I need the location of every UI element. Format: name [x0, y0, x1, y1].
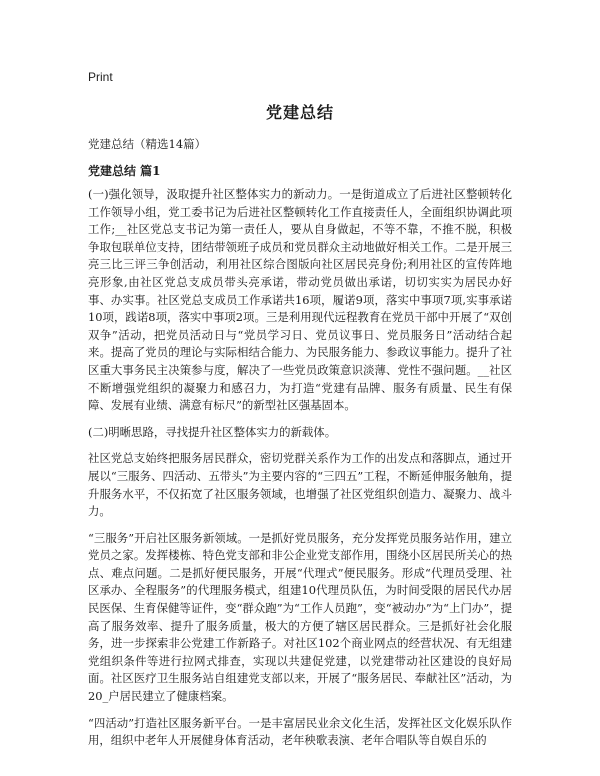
document-body	[88, 186, 512, 759]
print-link[interactable]: Print	[88, 70, 113, 84]
paragraph: “三服务”开启社区服务新领域。一是抓好党员服务，充分发挥党员服务站作用，建立党员之家。发挥楼栋、特色党支部和非公企业党支部作用，围绕小区居民所关心的热点、难点问题。二是抓好便民服务，开展“代理式”便民服务。形成“代理员受理、社区承办、全程服务”的代理服务模式，组建10代理员队伍，为时间受限的居民代办居民医保、生育保健等证件，变“群众跑”为“工作人员跑”，变“被动办”为“上门办”，提高了服务效率、提升了服务质量，极大的方便了辖区居民群众。三是抓好社会化服务，进一步探索非公党建工作新路子。对社区102个商业网点的经营状况、有无组建党组织条件等进行拉网式排查，实现以共建促党建，以党建带动社区建设的良好局面。社区医疗卫生服务站自组建党支部以来，开展了“服务居民、奉献社区”活动，为20_户居民建立了健康档案。	[88, 530, 512, 704]
document-title: 党建总结	[265, 103, 334, 122]
paragraph: “四活动”打造社区服务新平台。一是丰富居民业余文化生活，发挥社区文化娱乐队作用，组织中老年人开展健身体育活动，老年秧歌表演、老年合唱队等自娱自乐的	[88, 715, 512, 748]
paragraph: (二)明晰思路，寻找提升社区整体实力的新载体。	[88, 424, 337, 439]
paragraph: 社区党总支始终把服务居民群众，密切党群关系作为工作的出发点和落脚点，通过开展以“三服务、四活动、五带头”为主要内容的“三四五”工程，不断延伸服务触角，提升服务水平，不仅拓宽了社区服务领域，也增强了社区党组织创造力、凝聚力、战斗力。	[88, 451, 512, 519]
document-subtitle: 党建总结（精选14篇）	[88, 137, 207, 151]
paragraph: (一)强化领导，汲取提升社区整体实力的新动力。一是街道成立了后进社区整顿转化工作领导小组，党工委书记为后进社区整顿转化工作直接责任人，全面组织协调此项工作;__社区党总支书记为第一责任人，要从自身做起，不等不靠，不推不脱，积极争取包联单位支持，团结带领班子成员和党员群众主动地做好相关工作。二是开展三亮三比三评三争创活动，利用社区综合图版向社区居民亮身份;利用社区的宣传阵地亮形象,由社区党总支成员带头亮承诺，带动党员做出承诺，切切实实为居民办好事、办实事。社区党总支成员工作承诺共16项，履诺9项，落实中事项7项,实事承诺10项，践诺8项，落实中事项2项。三是利用现代远程教育在党员干部中开展了“双创双争”活动，把党员活动日与“党员学习日、党员议事日、党员服务日”活动结合起来。提高了党员的理论与实际相结合能力、为民服务能力、参政议事能力。提升了社区重大事务民主决策参与度，解决了一些党员政策意识淡薄、党性不强问题。__社区不断增强党组织的凝聚力和感召力，为打造“党建有品牌、服务有质量、民生有保障、发展有业绩、满意有标尺”的新型社区强基固本。	[88, 187, 512, 413]
section-heading: 党建总结 篇1	[88, 164, 161, 178]
